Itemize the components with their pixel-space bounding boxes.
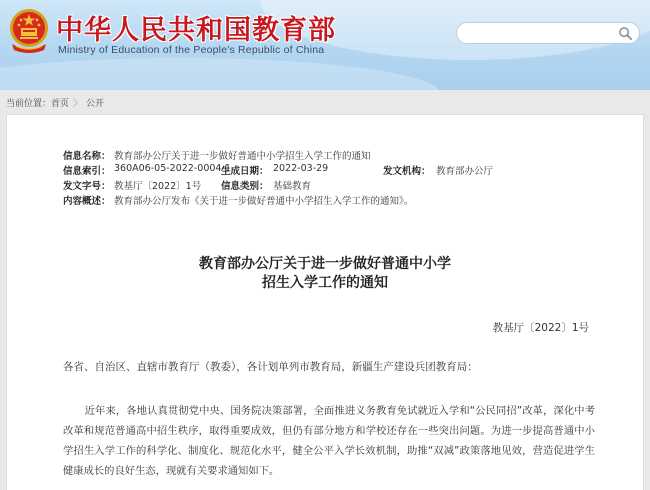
document-number: 教基厅〔2022〕1号 bbox=[492, 322, 589, 334]
meta-index-value: 360A06-05-2022-0004-1 bbox=[114, 163, 231, 174]
search-box[interactable] bbox=[456, 22, 640, 44]
header-decoration bbox=[0, 58, 440, 90]
breadcrumb-separator: 〉 bbox=[73, 98, 83, 109]
meta-name-label: 信息名称： bbox=[63, 151, 111, 162]
meta-docno-value: 教基厅〔2022〕1号 bbox=[114, 181, 202, 192]
document-paragraph: 近年来，各地认真贯彻党中央、国务院决策部署，全面推进义务教育免试就近入学和“公民同招”改革，深化中考改革和规范普通高中招生秩序，取得重要成效，但仍有部分地方和学校还存在一些突出问题。为进一步提高普通中小学招生入学工作的科学化、制度化、规范化水平，健全公平入学长效机制，助推“双减”政策落地见效，营造促进学生健康成长的良好生态，现就有关要求通知如下。 bbox=[63, 405, 595, 477]
site-header bbox=[0, 0, 650, 90]
document-title-line-1: 教育部办公厅关于进一步做好普通中小学 bbox=[199, 256, 451, 272]
document-metadata bbox=[63, 148, 623, 208]
meta-row-docno bbox=[63, 178, 623, 193]
breadcrumb-prefix: 当前位置： bbox=[6, 98, 52, 109]
meta-issuer-value: 教育部办公厅 bbox=[436, 166, 494, 177]
meta-category-value: 基础教育 bbox=[273, 181, 312, 192]
document-title bbox=[7, 255, 643, 293]
meta-index-label: 信息索引： bbox=[63, 166, 111, 177]
meta-row-summary bbox=[63, 193, 623, 208]
document-panel bbox=[6, 114, 644, 490]
meta-name-value: 教育部办公厅关于进一步做好普通中小学招生入学工作的通知 bbox=[114, 151, 371, 162]
site-title[interactable]: 中华人民共和国教育部 bbox=[56, 15, 336, 46]
meta-date-label: 生成日期： bbox=[221, 166, 269, 177]
breadcrumb bbox=[6, 95, 104, 109]
breadcrumb-home-link[interactable]: 首页 bbox=[51, 98, 70, 109]
search-input[interactable] bbox=[467, 25, 607, 41]
meta-summary-label: 内容概述： bbox=[63, 196, 111, 207]
meta-category-label: 信息类别： bbox=[221, 181, 269, 192]
document-addressee: 各省、自治区、直辖市教育厅（教委），各计划单列市教育局，新疆生产建设兵团教育局： bbox=[63, 361, 478, 373]
national-emblem-icon[interactable] bbox=[8, 6, 50, 56]
meta-summary-value: 教育部办公厅发布《关于进一步做好普通中小学招生入学工作的通知》。 bbox=[114, 196, 414, 207]
meta-date-value: 2022-03-29 bbox=[273, 163, 329, 174]
document-title-line-2: 招生入学工作的通知 bbox=[262, 275, 388, 291]
meta-row-index bbox=[63, 163, 623, 178]
meta-row-name bbox=[63, 148, 623, 163]
meta-docno-label: 发文字号： bbox=[63, 181, 111, 192]
breadcrumb-public-link[interactable]: 公开 bbox=[86, 98, 105, 109]
search-icon[interactable] bbox=[618, 26, 633, 41]
site-subtitle: Ministry of Education of the People's Republic of China bbox=[58, 44, 325, 56]
meta-issuer-label: 发文机构： bbox=[383, 166, 431, 177]
